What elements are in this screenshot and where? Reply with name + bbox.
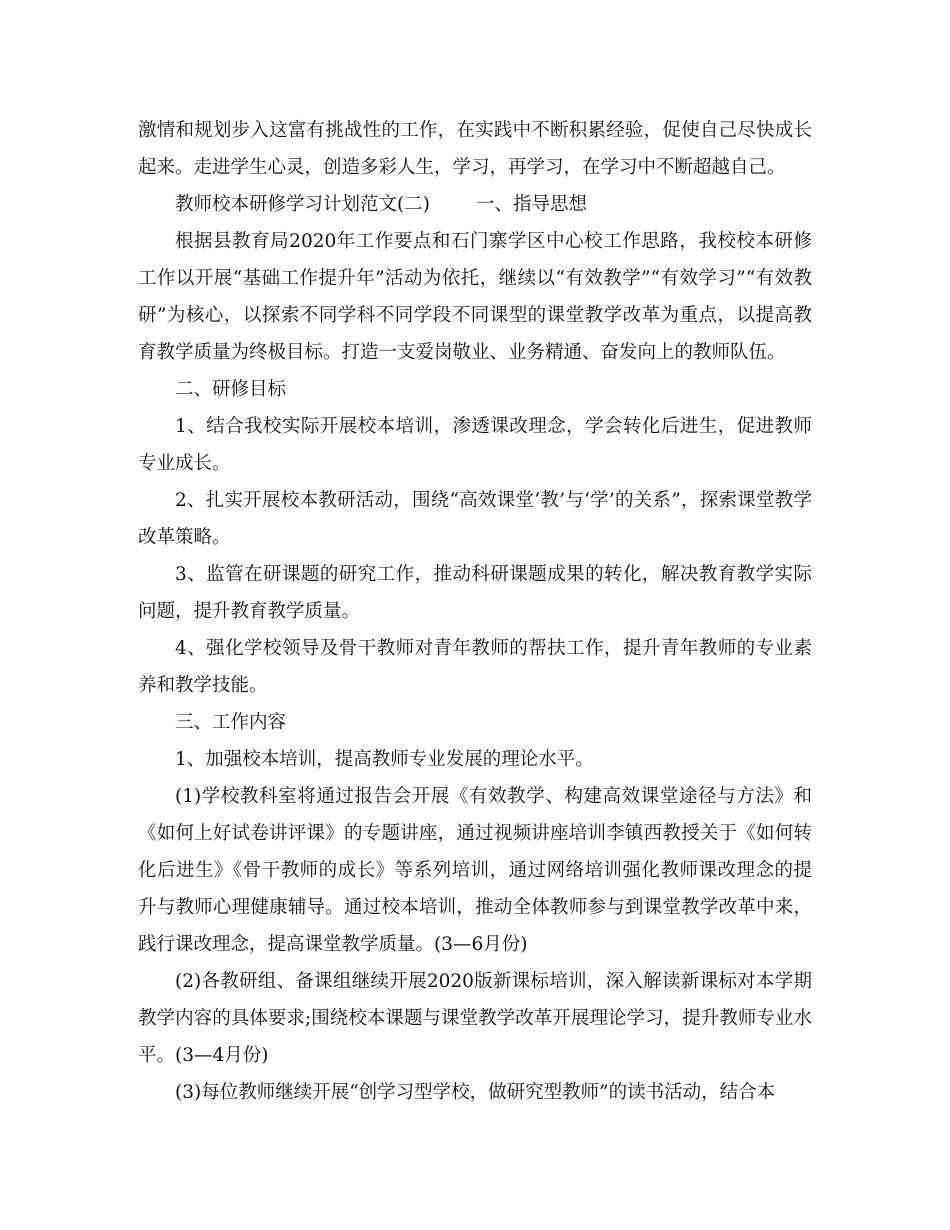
section-title-line (138, 186, 812, 223)
document-title: 教师校本研修学习计划范文(二) (175, 194, 430, 215)
paragraph-continuation: 激情和规划步入这富有挑战性的工作，在实践中不断积累经验，促使自己尽快成长起来。走进学生心灵，创造多彩人生，学习，再学习，在学习中不断超越自己。 (138, 120, 812, 178)
goal-item-3: 3、监管在研课题的研究工作，推动科研课题成果的转化，解决教育教学实际问题，提升教育教学质量。 (138, 564, 812, 622)
heading-work-content: 三、工作内容 (175, 712, 287, 733)
document-body (138, 112, 812, 1111)
work-subitem-1: (1)学校教科室将通过报告会开展《有效教学、构建高效课堂途径与方法》和《如何上好试卷讲评课》的专题讲座，通过视频讲座培训李镇西教授关于《如何转化后进生》《骨干教师的成长》等系列培训，通过网络培训强化教师课改理念的提升与教师心理健康辅导。通过校本培训，推动全体教师参与到课堂教学改革中来，践行课改理念，提高课堂教学质量。(3—6月份) (138, 786, 812, 955)
work-item-1: 1、加强校本培训，提高教师专业发展的理论水平。 (175, 749, 594, 770)
goal-item-1: 1、结合我校实际开展校本培训，渗透课改理念，学会转化后进生，促进教师专业成长。 (138, 416, 812, 474)
work-subitem-2: (2)各教研组、备课组继续开展2020版新课标培训，深入解读新课标对本学期教学内容的具体要求;围绕校本课题与课堂教学改革开展理论学习，提升教师专业水平。(3—4月份) (138, 971, 812, 1066)
goal-item-2: 2、扎实开展校本教研活动，围绕“高效课堂‘教’与‘学’的关系”，探索课堂教学改革策略。 (138, 490, 812, 548)
goal-item-4: 4、强化学校领导及骨干教师对青年教师的帮扶工作，提升青年教师的专业素养和教学技能。 (138, 638, 812, 696)
heading-guiding-ideology: 一、指导思想 (475, 194, 587, 215)
paragraph-guiding-ideology: 根据县教育局2020年工作要点和石门寨学区中心校工作思路，我校校本研修工作以开展“基础工作提升年”活动为依托，继续以“有效教学”“有效学习”“有效教研”为核心，以探索不同学科不同学段不同课型的课堂教学改革为重点，以提高教育教学质量为终极目标。打造一支爱岗敬业、业务精通、奋发向上的教师队伍。 (138, 231, 812, 363)
work-subitem-3: (3)每位教师继续开展“创学习型学校，做研究型教师”的读书活动，结合本 (175, 1082, 776, 1103)
heading-training-goals: 二、研修目标 (175, 379, 287, 400)
